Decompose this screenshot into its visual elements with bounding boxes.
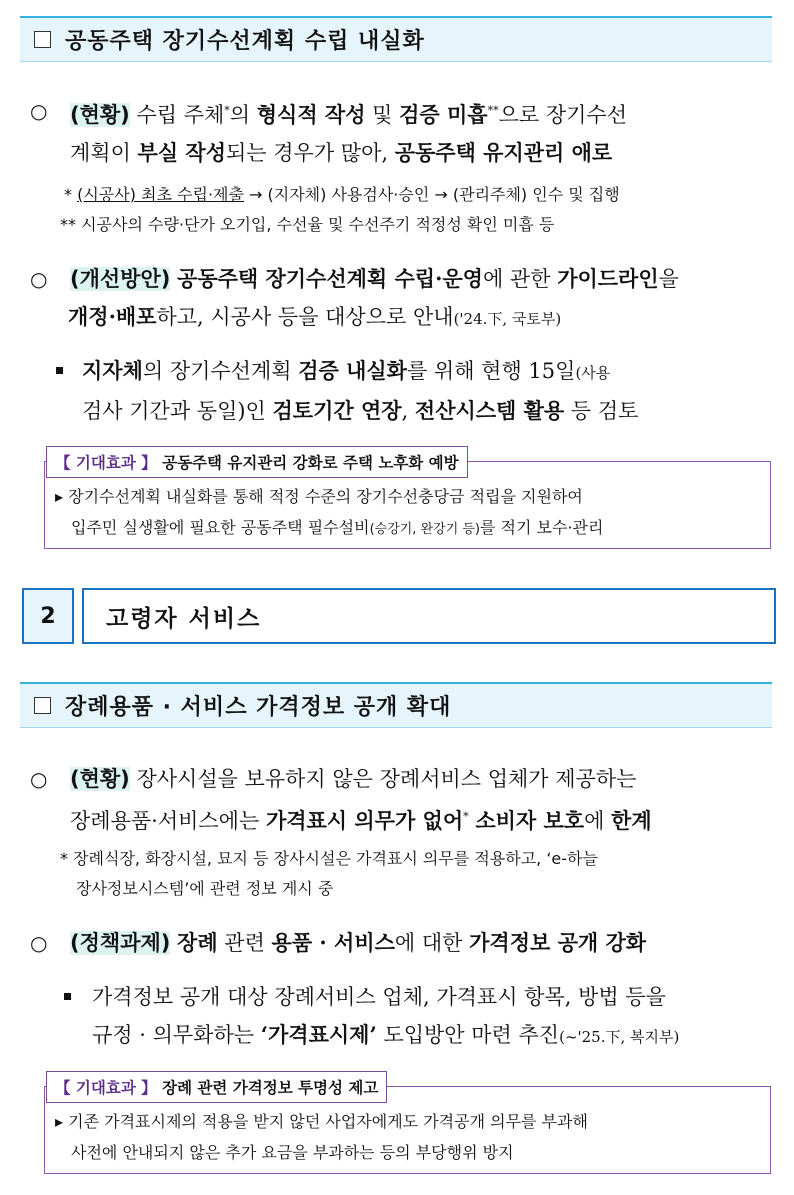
status-line-2: 장례용품·서비스에는 가격표시 의무가 없어* 소비자 보호에 한계 bbox=[70, 808, 652, 833]
expected-effect-box: ▸ 기존 가격표시제의 적용을 받지 않던 사업자에게도 가격공개 의무를 부과해 사전에 안내되지 않은 추가 요금을 부과하는 등의 부당행위 방지 bbox=[44, 1086, 771, 1174]
square-bullet-icon bbox=[64, 993, 71, 1000]
status-line-2: 계획이 부실 작성되는 경우가 많아, 공동주택 유지관리 애로 bbox=[70, 140, 613, 165]
sub-bullet-paragraph bbox=[64, 978, 784, 1056]
section-header-title: 장례용품 · 서비스 가격정보 공개 확대 bbox=[65, 695, 452, 720]
expected-effect-box: ▸ 장기수선계획 내실화를 통해 적정 수준의 장기수선충당금 적립을 지원하여 입주민 실생활에 필요한 공동주택 필수설비(승강기, 완강기 등)를 적기 보수·관리 bbox=[44, 461, 771, 549]
footnote-2: ** 시공사의 수량·단가 오기입, 수선율 및 수선주기 적정성 확인 미흡 등 bbox=[60, 215, 555, 234]
expected-effect-tab: 【 기대효과 】 장례 관련 가격정보 투명성 제고 bbox=[46, 1071, 387, 1103]
plan-paragraph bbox=[30, 260, 780, 338]
sub-line-1: 지자체의 장기수선계획 검증 내실화를 위해 현행 15일(사용 bbox=[82, 358, 611, 383]
section-header-funeral-price bbox=[20, 682, 772, 728]
section-title: 고령자 서비스 bbox=[82, 588, 776, 644]
sub-line-2: 규정 · 의무화하는 ‘가격표시제’ 도입방안 마련 추진(~'25.下, 복지부) bbox=[92, 1022, 680, 1047]
status-line-1: (현황) 장사시설을 보유하지 않은 장례서비스 업체가 제공하는 bbox=[70, 767, 637, 791]
footnote-1-cont: 장사정보시스템’에 관련 정보 게시 중 bbox=[76, 879, 334, 898]
sub-line-1: 가격정보 공개 대상 장례서비스 업체, 가격표시 항목, 방법 등을 bbox=[92, 985, 666, 1009]
footnote-1: * 장례식장, 화장시설, 묘지 등 장사시설은 가격표시 의무를 적용하고, ‘e-하늘 bbox=[60, 849, 598, 868]
status-label: (현황) bbox=[70, 103, 130, 127]
status-paragraph bbox=[30, 92, 780, 172]
sub-bullet-paragraph bbox=[56, 352, 786, 430]
checkbox-square-icon bbox=[34, 697, 51, 714]
section-number: 2 bbox=[22, 588, 74, 644]
circle-bullet-icon: ○ bbox=[30, 767, 48, 791]
status-paragraph bbox=[30, 760, 780, 840]
task-label: (정책과제) bbox=[70, 931, 171, 955]
circle-bullet-icon: ○ bbox=[30, 931, 48, 955]
plan-line-2: 개정·배포하고, 시공사 등을 대상으로 안내('24.下, 국토부) bbox=[68, 304, 562, 329]
square-bullet-icon bbox=[56, 367, 63, 374]
section-header-longterm-repair bbox=[20, 16, 772, 62]
plan-line-1: (개선방안) 공동주택 장기수선계획 수립·운영에 관한 가이드라인을 bbox=[70, 266, 679, 291]
plan-label: (개선방안) bbox=[70, 267, 171, 291]
circle-bullet-icon: ○ bbox=[30, 99, 48, 123]
expected-effect-tab: 【 기대효과 】 공동주택 유지관리 강화로 주택 노후화 예방 bbox=[46, 446, 468, 478]
footnote-1: * (시공사) 최초 수립·제출 → (지자체) 사용검사·승인 → (관리주체) 인수 및 집행 bbox=[64, 185, 620, 204]
status-label: (현황) bbox=[70, 767, 130, 791]
sub-line-2: 검사 기간과 동일)인 검토기간 연장, 전산시스템 활용 등 검토 bbox=[82, 398, 639, 423]
checkbox-square-icon bbox=[34, 31, 51, 48]
status-line-1: (현황) 수립 주체*의 형식적 작성 및 검증 미흡**으로 장기수선 bbox=[70, 102, 628, 127]
task-line-1: (정책과제) 장례 관련 용품 · 서비스에 대한 가격정보 공개 강화 bbox=[70, 930, 647, 955]
task-paragraph bbox=[30, 924, 780, 962]
section-header-title: 공동주택 장기수선계획 수립 내실화 bbox=[65, 29, 425, 54]
circle-bullet-icon: ○ bbox=[30, 267, 48, 291]
